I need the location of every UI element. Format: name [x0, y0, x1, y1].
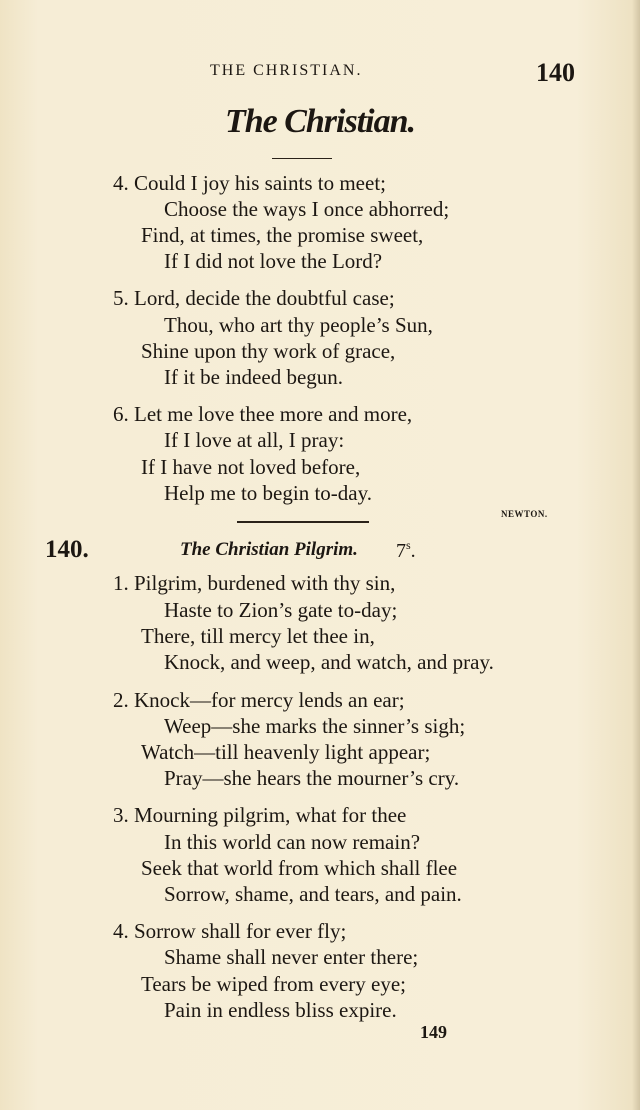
verse-line: Pain in endless bliss expire. — [164, 998, 397, 1022]
verse-line: 4. Sorrow shall for ever fly; — [113, 919, 347, 943]
verse-line: Tears be wiped from every eye; — [141, 972, 406, 996]
title-rule — [272, 158, 332, 159]
hymn-title: The Christian Pilgrim. — [180, 539, 358, 560]
verse-line: 1. Pilgrim, burdened with thy sin, — [113, 571, 396, 595]
verse-line: In this world can now remain? — [164, 830, 421, 854]
meter-suffix: s — [406, 538, 411, 552]
verse-line: Weep—she marks the sinner’s sigh; — [164, 714, 466, 738]
verse-line: Watch—till heavenly light appear; — [141, 740, 431, 764]
author-attribution: NEWTON. — [501, 509, 548, 519]
verse-line: Shame shall never enter there; — [164, 945, 419, 969]
running-head: THE CHRISTIAN. — [210, 62, 363, 79]
page-number: 149 — [420, 1022, 447, 1042]
verse-line: Choose the ways I once abhorred; — [164, 197, 450, 221]
hymn-number: 140. — [45, 536, 89, 563]
verse-line: 2. Knock—for mercy lends an ear; — [113, 688, 405, 712]
verse-line: If it be indeed begun. — [164, 365, 344, 389]
verse-line: If I did not love the Lord? — [164, 249, 383, 273]
verse-line: Sorrow, shame, and tears, and pain. — [164, 882, 462, 906]
verse-line: There, till mercy let thee in, — [141, 624, 375, 648]
hymn-meter — [396, 538, 416, 563]
verse-line: Seek that world from which shall flee — [141, 856, 458, 880]
verse-line: Thou, who art thy people’s Sun, — [164, 313, 433, 337]
hymn-separator-rule — [237, 521, 369, 523]
verse-line: 4. Could I joy his saints to meet; — [113, 171, 386, 195]
section-title: The Christian. — [224, 103, 416, 140]
meter-period: . — [410, 540, 416, 562]
verse-line: Knock, and weep, and watch, and pray. — [164, 650, 494, 674]
meter-number: 7 — [396, 540, 406, 562]
verse-line: 6. Let me love thee more and more, — [113, 402, 413, 426]
verse-line: Haste to Zion’s gate to-day; — [164, 598, 398, 622]
verse-line: Pray—she hears the mourner’s cry. — [164, 766, 460, 790]
verse-line: Help me to begin to-day. — [164, 481, 373, 505]
hymn-number-top: 140 — [536, 58, 575, 87]
verse-line: If I have not loved before, — [141, 455, 361, 479]
page-edge-shadow — [632, 0, 640, 1110]
verse-line: If I love at all, I pray: — [164, 428, 345, 452]
verse-line: Find, at times, the promise sweet, — [141, 223, 424, 247]
verse-line: 3. Mourning pilgrim, what for thee — [113, 803, 407, 827]
verse-line: 5. Lord, decide the doubtful case; — [113, 286, 395, 310]
verse-line: Shine upon thy work of grace, — [141, 339, 396, 363]
